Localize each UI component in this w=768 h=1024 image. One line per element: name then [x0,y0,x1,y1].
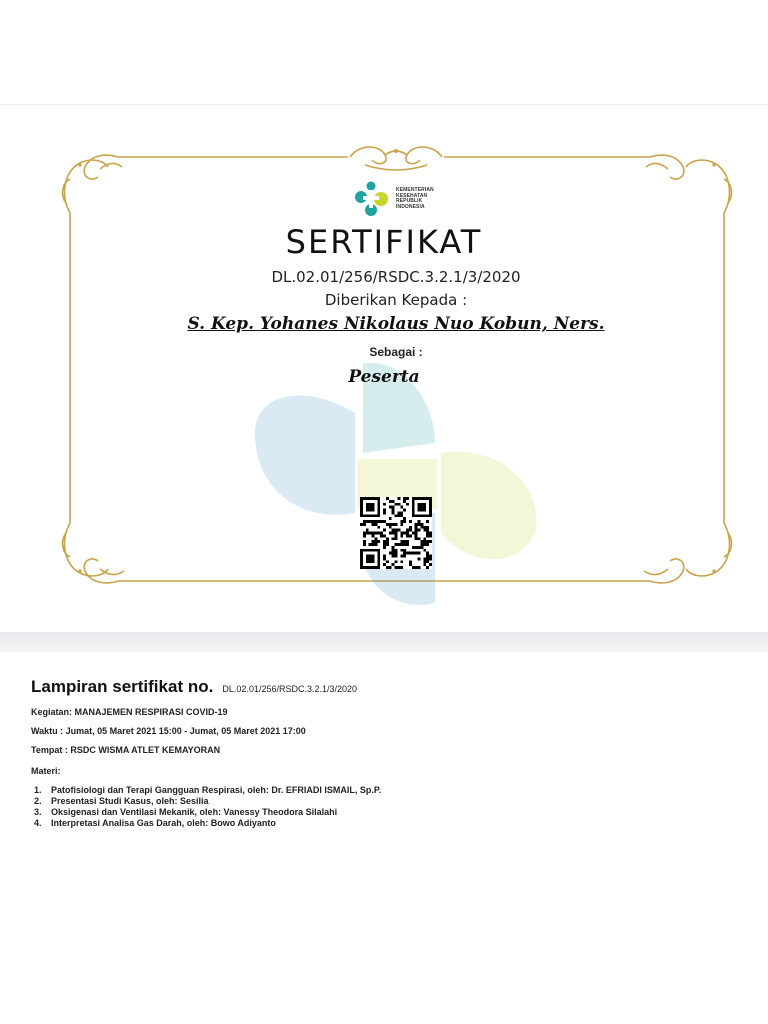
time-line: Waktu : Jumat, 05 Maret 2021 15:00 - Jumat, 05 Maret 2021 17:00 [31,726,306,736]
list-item-number: 2. [34,796,42,806]
list-item [34,796,381,807]
list-item-number: 1. [34,785,42,795]
list-item [34,807,381,818]
attachment-number: DL.02.01/256/RSDC.3.2.1/3/2020 [222,684,358,694]
list-item [34,785,381,796]
logo-text-line: KESEHATAN [396,192,428,199]
kemenkes-logo [352,181,434,217]
page-bottom [0,916,768,1024]
list-item-text: Patofisiologi dan Terapi Gangguan Respirasi, oleh: Dr. EFRIADI ISMAIL, Sp.P. [51,785,382,795]
logo-text-line: INDONESIA [396,203,425,210]
logo-text-line: KEMENTERIAN [396,187,434,193]
list-item-number: 3. [34,807,42,817]
materials-list [34,785,381,829]
qr-code-icon [360,497,432,569]
list-item [34,818,381,829]
materials-label: Materi: [31,766,61,776]
logo-text-line: REPUBLIK [396,198,423,204]
activity-line: Kegiatan: MANAJEMEN RESPIRASI COVID-19 [31,707,228,717]
attachment-header [31,677,357,697]
kemenkes-logo-text [396,188,434,210]
certificate-title: SERTIFIKAT [285,223,483,261]
recipient-name: S. Kep. Yohanes Nikolaus Nuo Kobun, Ners. [187,314,605,334]
place-line: Tempat : RSDC WISMA ATLET KEMAYORAN [31,745,221,755]
given-to-label: Diberikan Kepada : [324,291,468,309]
attachment-page [0,652,768,916]
certificate-page [0,104,768,633]
as-label: Sebagai : [369,345,423,359]
kemenkes-watermark-icon [245,363,545,613]
list-item-text: Presentasi Studi Kasus, oleh: Sesilia [51,796,209,806]
participant-role: Peserta [348,367,420,387]
list-item-text: Interpretasi Analisa Gas Darah, oleh: Bowo Adiyanto [51,818,276,828]
list-item-text: Oksigenasi dan Ventilasi Mekanik, oleh: Vanessy Theodora Silalahi [51,807,338,817]
list-item-number: 4. [34,818,42,828]
attachment-title: Lampiran sertifikat no. [31,677,214,696]
kemenkes-logo-icon [352,181,392,217]
certificate-number: DL.02.01/256/RSDC.3.2.1/3/2020 [271,268,521,286]
page-separator [0,632,768,652]
